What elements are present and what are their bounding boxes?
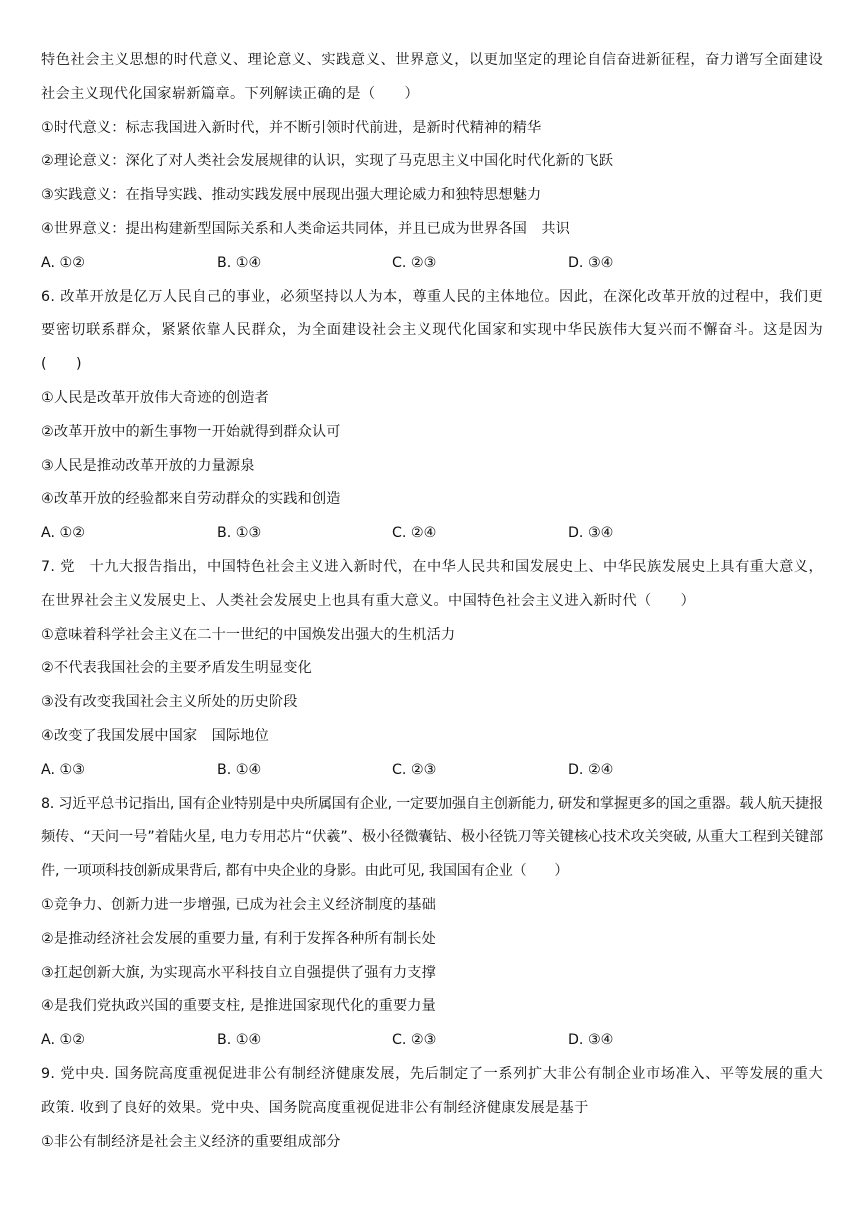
statement-item: ③人民是推动改革开放的力量源泉: [41, 457, 255, 474]
question-7: [41, 551, 823, 788]
option-a[interactable]: A. ①②: [41, 254, 85, 271]
option-d[interactable]: D. ③④: [568, 525, 614, 542]
statement-item: ③没有改变我国社会主义所处的历史阶段: [41, 694, 298, 711]
exam-page: [41, 44, 823, 1159]
question-stem: 特色社会主义思想的时代意义、理论意义、实践意义、世界意义，以更加坚定的理论自信奋进新征程，奋力谱写全面建设社会主义现代化国家崭新篇章。下列解读正确的是（ ）: [41, 52, 823, 102]
option-a[interactable]: A. ①②: [41, 525, 85, 542]
option-d[interactable]: D. ②④: [568, 761, 614, 778]
statement-item: ①意味着科学社会主义在二十一世纪的中国焕发出强大的生机活力: [41, 626, 456, 643]
statement-item: ②理论意义：深化了对人类社会发展规律的认识，实现了马克思主义中国化时代化新的飞跃: [41, 153, 614, 170]
statement-item: ③实践意义：在指导实践、推动实践发展中展现出强大理论威力和独特思想魅力: [41, 187, 542, 204]
answer-options: [41, 247, 823, 281]
question-stem: 7. 党 十九大报告指出，中国特色社会主义进入新时代，在中华人民共和国发展史上、中华民族发展史上具有重大意义，在世界社会主义发展史上、人类社会发展史上也具有重大意义。中国特色社会主义进入新时代（ ）: [41, 558, 823, 609]
statement-item: ②改革开放中的新生事物一开始就得到群众认可: [41, 423, 341, 440]
option-b[interactable]: B. ①④: [217, 1032, 262, 1049]
statement-item: ①时代意义：标志我国进入新时代，并不断引领时代前进，是新时代精神的精华: [41, 119, 542, 136]
answer-options: [41, 1024, 823, 1058]
answer-options: [41, 517, 823, 551]
option-d[interactable]: D. ③④: [568, 1032, 614, 1049]
statement-item: ④改变了我国发展中国家 国际地位: [41, 727, 269, 744]
statement-item: ②不代表我国社会的主要矛盾发生明显变化: [41, 660, 312, 677]
statement-item: ③扛起创新大旗, 为实现高水平科技自立自强提供了强有力支撑: [41, 964, 436, 981]
statement-item: ①非公有制经济是社会主义经济的重要组成部分: [41, 1133, 341, 1150]
question-5: [41, 44, 823, 281]
statement-item: ④是我们党执政兴国的重要支柱, 是推进国家现代化的重要力量: [41, 998, 436, 1015]
statement-item: ②是推动经济社会发展的重要力量, 有利于发挥各种所有制长处: [41, 930, 436, 947]
answer-options: [41, 754, 823, 788]
question-stem: 8. 习近平总书记指出, 国有企业特别是中央所属国有企业, 一定要加强自主创新能力, 研发和掌握更多的国之重器。载人航天捷报频传、“天问一号”着陆火星, 电力专用芯片“伏羲”、极小径微囊钻、极小径铣刀等关键核心技术攻关突破, 从重大工程到关键部件, 一项项科技创新成果背后, 都有中央企业的身影。由此可见, 我国国有企业（ ）: [41, 795, 823, 880]
option-c[interactable]: C. ②③: [392, 254, 437, 271]
option-b[interactable]: B. ①③: [217, 525, 262, 542]
statement-item: ④世界意义：提出构建新型国际关系和人类命运共同体，并且已成为世界各国 共识: [41, 220, 571, 237]
question-stem: 9. 党中央. 国务院高度重视促进非公有制经济健康发展，先后制定了一系列扩大非公有制企业市场准入、平等发展的重大政策. 收到了良好的效果。党中央、国务院高度重视促进非公有制经济健康发展是基于: [41, 1065, 823, 1116]
option-a[interactable]: A. ①③: [41, 761, 85, 778]
option-d[interactable]: D. ③④: [568, 254, 614, 271]
question-9: [41, 1058, 823, 1159]
statement-item: ①竞争力、创新力进一步增强, 已成为社会主义经济制度的基础: [41, 896, 436, 913]
option-a[interactable]: A. ①②: [41, 1032, 85, 1049]
option-c[interactable]: C. ②④: [392, 525, 437, 542]
option-b[interactable]: B. ①④: [217, 254, 262, 271]
option-b[interactable]: B. ①④: [217, 761, 262, 778]
question-6: [41, 281, 823, 551]
question-8: [41, 788, 823, 1058]
statement-item: ④改革开放的经验都来自劳动群众的实践和创造: [41, 491, 341, 508]
statement-item: ①人民是改革开放伟大奇迹的创造者: [41, 389, 269, 406]
question-stem: 6. 改革开放是亿万人民自己的事业，必须坚持以人为本，尊重人民的主体地位。因此，在深化改革开放的过程中，我们更要密切联系群众，紧紧依靠人民群众，为全面建设社会主义现代化国家和实现中华民族伟大复兴而不懈奋斗。这是因为( ): [41, 288, 823, 373]
option-c[interactable]: C. ②③: [392, 1032, 437, 1049]
option-c[interactable]: C. ②③: [392, 761, 437, 778]
